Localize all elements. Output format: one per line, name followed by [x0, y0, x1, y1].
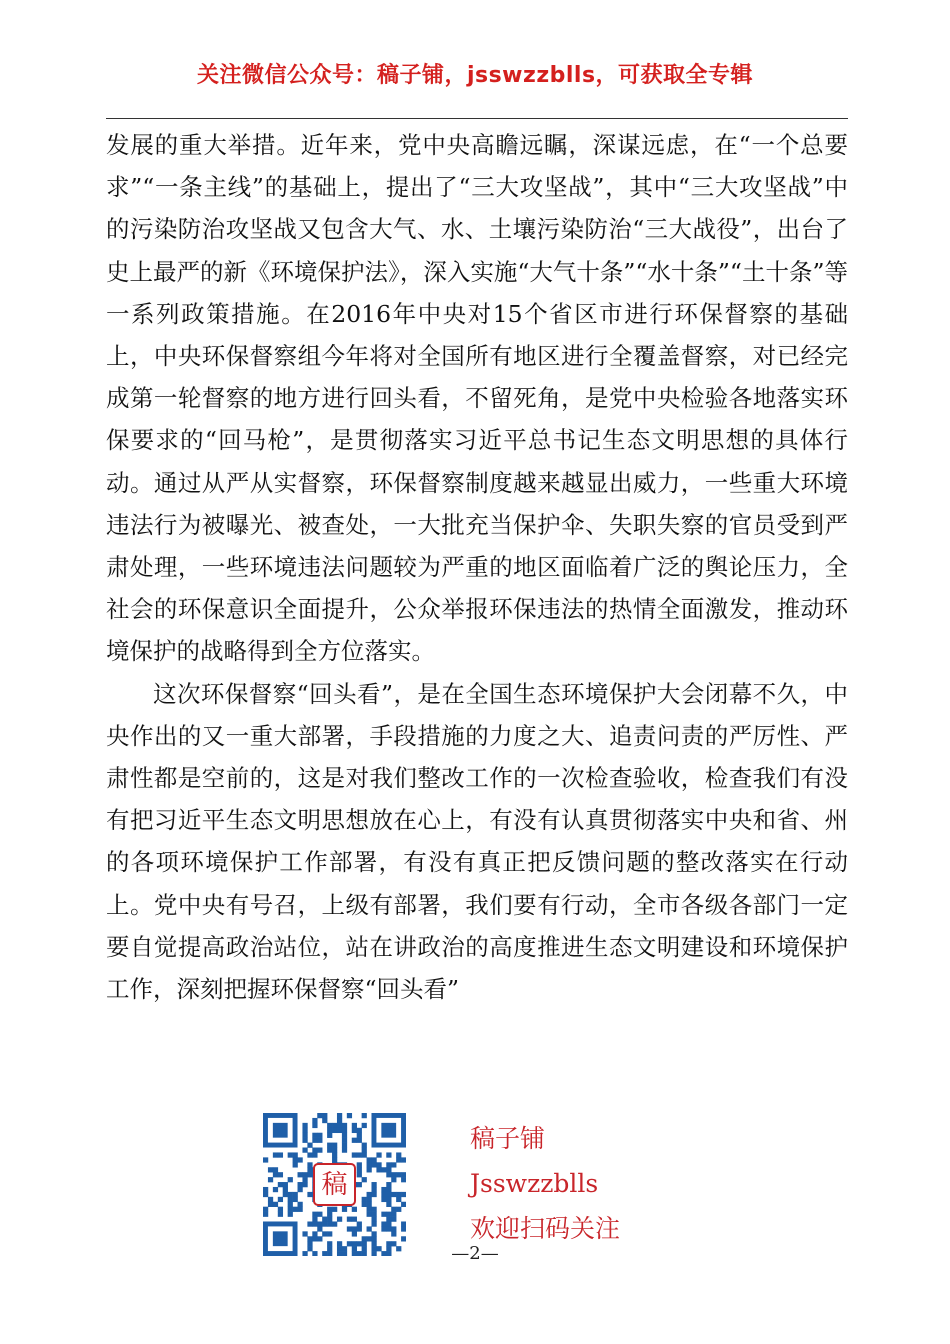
qr-caption-line-3: 欢迎扫码关注 — [470, 1214, 621, 1243]
header-divider — [106, 118, 848, 119]
qr-caption-line-2: Jsswzzblls — [470, 1169, 599, 1198]
document-body — [106, 124, 848, 1010]
qr-caption-line-1: 稿子铺 — [470, 1124, 546, 1153]
header-banner: 关注微信公众号：稿子铺，jsswzzblls，可获取全专辑 — [196, 63, 754, 88]
qr-caption — [470, 1116, 620, 1251]
paragraph-1: 发展的重大举措。近年来，党中央高瞻远瞩，深谋远虑，在“一个总要求”“一条主线”的基础上，提出了“三大攻坚战”，其中“三大攻坚战”中的污染防治攻坚战又包含大气、水、土壤污染防治“三大战役”，出台了史上最严的新《环境保护法》，深入实施“大气十条”“水十条”“土十条”等一系列政策措施。在2016年中央对15个省区市进行环保督察的基础上，中央环保督察组今年将对全国所有地区进行全覆盖督察，对已经完成第一轮督察的地方进行回头看，不留死角，是党中央检验各地落实环保要求的“回马枪”，是贯彻落实习近平总书记生态文明思想的具体行动。通过从严从实督察，环保督察制度越来越显出威力，一些重大环境违法行为被曝光、被查处，一大批充当保护伞、失职失察的官员受到严肃处理，一些环境违法问题较为严重的地区面临着广泛的舆论压力，全社会的环保意识全面提升，公众举报环保违法的热情全面激发，推动环境保护的战略得到全方位落实。 — [106, 131, 848, 666]
qr-code-icon — [263, 1113, 406, 1256]
seal-icon: 稿 — [313, 1163, 356, 1206]
paragraph-2: 这次环保督察“回头看”，是在全国生态环境保护大会闭幕不久，中央作出的又一重大部署，手段措施的力度之大、追责问责的严厉性、严肃性都是空前的，这是对我们整改工作的一次检查验收，检查我们有没有把习近平生态文明思想放在心上，有没有认真贯彻落实中央和省、州的各项环境保护工作部署，有没有真正把反馈问题的整改落实在行动上。党中央有号召，上级有部署，我们要有行动，全市各级各部门一定要自觉提高政治站位，站在讲政治的高度推进生态文明建设和环境保护工作，深刻把握环保督察“回头看” — [106, 679, 848, 1004]
page-number: —2— — [451, 1243, 499, 1264]
